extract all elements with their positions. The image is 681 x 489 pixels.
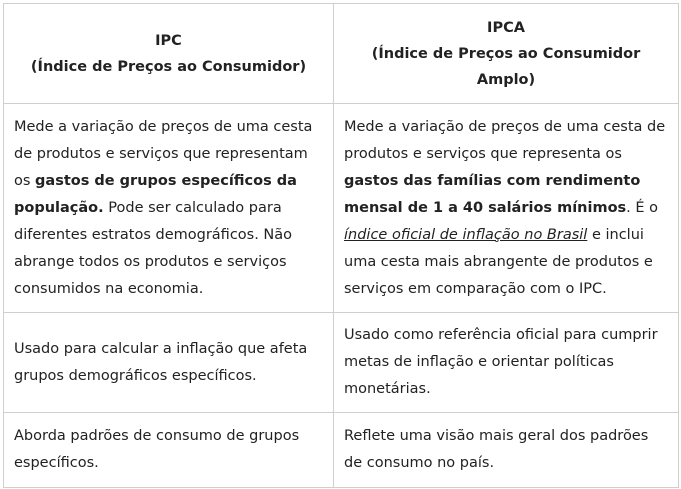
cell-bold-text: gastos de grupos específicos da população.: [14, 172, 297, 216]
cell-ipca-scope: Reflete uma visão mais geral dos padrões de consumo no país.: [334, 413, 679, 488]
header-ipc-subtitle: (Índice de Preços ao Consumidor): [30, 58, 307, 75]
cell-ipca-usage: Usado como referência oficial para cumprir metas de inflação e orientar políticas monetárias.: [334, 313, 679, 413]
cell-ipc-scope: Aborda padrões de consumo de grupos específicos.: [4, 413, 334, 488]
official-inflation-index-link[interactable]: índice oficial de inflação no Brasil: [344, 226, 588, 243]
table-row: [4, 413, 679, 488]
cell-ipca-description: [334, 104, 679, 313]
header-ipc: [4, 4, 334, 104]
header-ipca: [334, 4, 679, 104]
cell-text: Pode ser calculado para diferentes estratos demográficos. Não abrange todos os produtos e serviços consumidos na economia.: [14, 199, 293, 297]
header-ipc-title: IPC: [155, 32, 182, 49]
cell-text: . É o: [626, 199, 659, 216]
header-ipca-subtitle-line2: Amplo): [476, 71, 536, 88]
cell-text: e inclui uma cesta mais abrangente de produtos e serviços em comparação com o IPC.: [344, 226, 653, 297]
header-ipca-subtitle-line1: (Índice de Preços ao Consumidor: [371, 45, 641, 62]
cell-text: Mede a variação de preços de uma cesta de produtos e serviços que representa os: [344, 118, 666, 162]
table-row: [4, 104, 679, 313]
header-ipca-title: IPCA: [487, 19, 525, 36]
cell-ipc-usage: Usado para calcular a inflação que afeta grupos demográficos específicos.: [4, 313, 334, 413]
comparison-table: [3, 3, 679, 488]
table-row: [4, 313, 679, 413]
cell-bold-text: gastos das famílias com rendimento mensal de 1 a 40 salários mínimos: [344, 172, 641, 216]
cell-ipc-description: [4, 104, 334, 313]
header-row: [4, 4, 679, 104]
cell-text: Mede a variação de preços de uma cesta de produtos e serviços que representam os: [14, 118, 313, 189]
